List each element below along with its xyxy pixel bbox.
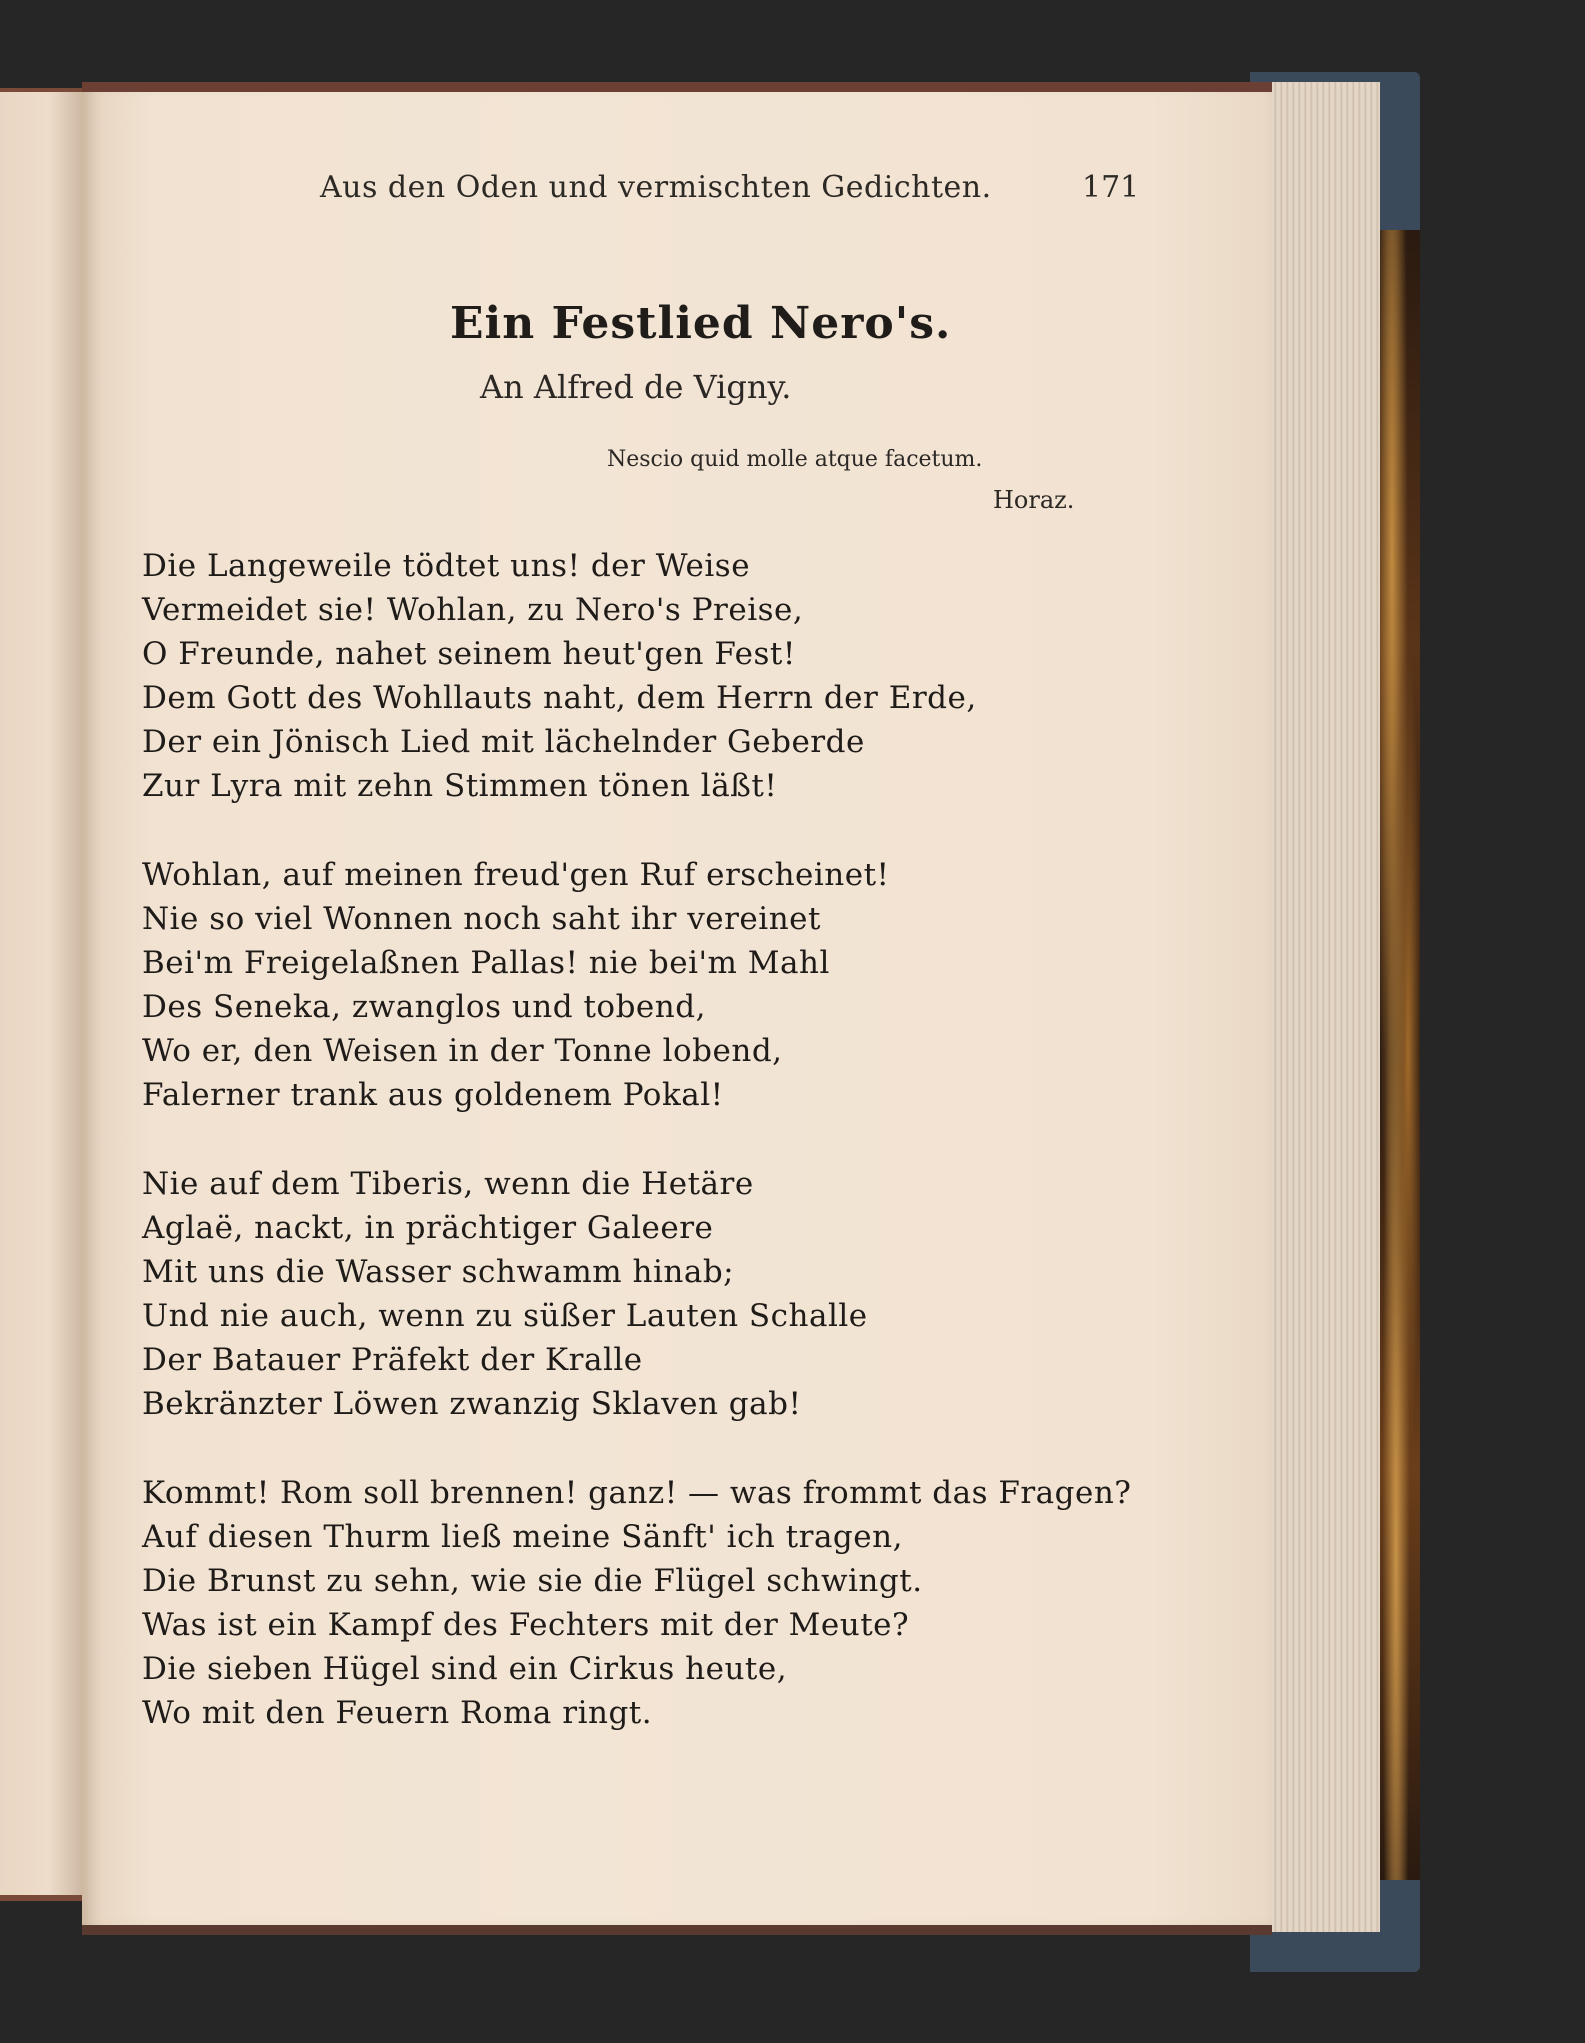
poem-title: Ein Festlied Nero's.: [450, 298, 952, 349]
stanza-2: [142, 853, 1142, 1117]
verse-line: Dem Gott des Wohllauts naht, dem Herrn der Erde,: [142, 680, 977, 716]
verse-line: Vermeidet sie! Wohlan, zu Nero's Preise,: [142, 592, 804, 628]
verse-line: Der ein Jönisch Lied mit lächelnder Geberde: [142, 724, 865, 760]
verse-line: Falerner trank aus goldenem Pokal!: [142, 1077, 724, 1113]
verse-line: Kommt! Rom soll brennen! ganz! — was frommt das Fragen?: [142, 1475, 1132, 1511]
verse-line: Und nie auch, wenn zu süßer Lauten Schalle: [142, 1298, 868, 1334]
verse-line: Bei'm Freigelaßnen Pallas! nie bei'm Mahl: [142, 945, 830, 981]
verse-line: Nie so viel Wonnen noch saht ihr vereinet: [142, 901, 821, 937]
marbled-cover-edge: [1380, 230, 1420, 1880]
verse-line: Der Batauer Präfekt der Kralle: [142, 1342, 643, 1378]
verse-line: Wo er, den Weisen in der Tonne lobend,: [142, 1033, 783, 1069]
verse-line: Mit uns die Wasser schwamm hinab;: [142, 1254, 735, 1290]
motto-source: Horaz.: [993, 486, 1075, 514]
page-bottom-edge: [82, 1925, 1272, 1935]
verse-line: Wohlan, auf meinen freud'gen Ruf erscheinet!: [142, 857, 890, 893]
verse-line: Des Seneka, zwanglos und tobend,: [142, 989, 706, 1025]
verse-line: O Freunde, nahet seinem heut'gen Fest!: [142, 636, 796, 672]
poem-motto: Nescio quid molle atque facetum.: [607, 447, 983, 472]
page-top-edge: [82, 82, 1272, 92]
verse-line: Bekränzter Löwen zwanzig Sklaven gab!: [142, 1386, 802, 1422]
verse-line: Aglaë, nackt, in prächtiger Galeere: [142, 1210, 714, 1246]
verse-line: Nie auf dem Tiberis, wenn die Hetäre: [142, 1166, 754, 1202]
verse-line: Auf diesen Thurm ließ meine Sänft' ich tragen,: [142, 1519, 903, 1555]
page-edges: [1265, 82, 1380, 1932]
verse-line: Die Brunst zu sehn, wie sie die Flügel schwingt.: [142, 1563, 923, 1599]
stanza-3: [142, 1162, 1142, 1426]
stanza-4: [142, 1471, 1142, 1735]
verse-line: Wo mit den Feuern Roma ringt.: [142, 1695, 653, 1731]
verse-line: Die Langeweile tödtet uns! der Weise: [142, 548, 751, 584]
left-page-bottom-edge: [0, 1895, 84, 1901]
verse-line: Was ist ein Kampf des Fechters mit der Meute?: [142, 1607, 910, 1643]
verse-line: Zur Lyra mit zehn Stimmen tönen läßt!: [142, 768, 778, 804]
verse-line: Die sieben Hügel sind ein Cirkus heute,: [142, 1651, 788, 1687]
poem-body: [142, 544, 1142, 1780]
page-number: 171: [1082, 170, 1140, 205]
stanza-1: [142, 544, 1142, 808]
poem-dedication: An Alfred de Vigny.: [480, 368, 792, 406]
running-head: Aus den Oden und vermischten Gedichten.: [320, 170, 992, 205]
left-page: [0, 92, 85, 1897]
